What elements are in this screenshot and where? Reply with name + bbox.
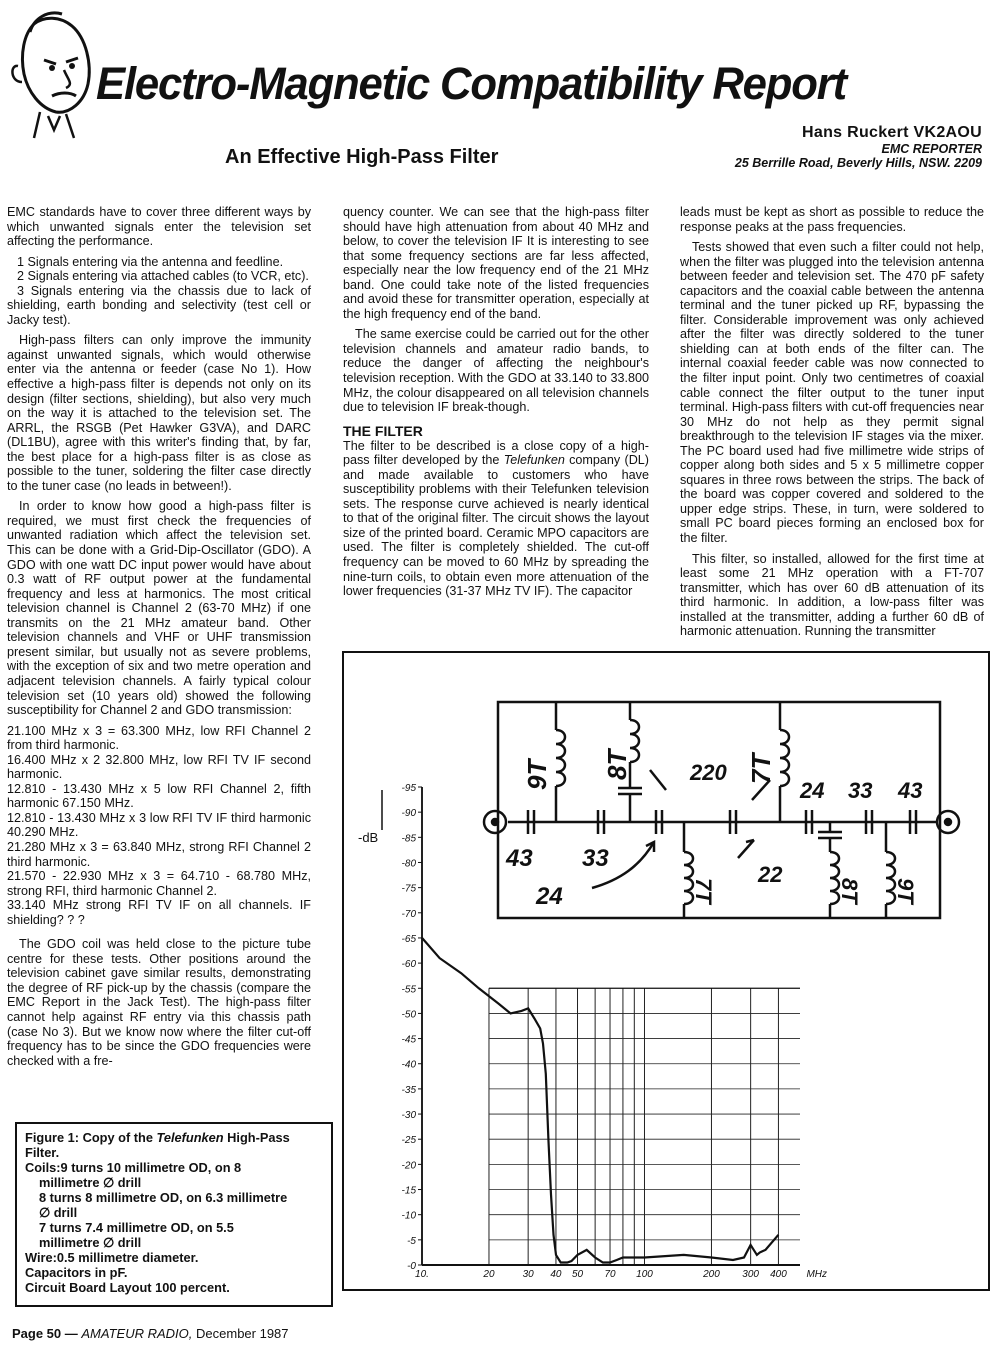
issue-date: December 1987 (196, 1326, 289, 1341)
y-tick-label: -90 (401, 808, 416, 820)
cap-label: 24 (800, 778, 825, 803)
x-tick-label: 70 (604, 1269, 616, 1280)
caption-line: millimetre ∅ drill (39, 1175, 142, 1190)
cap-label: 22 (758, 862, 783, 887)
figure-caption (15, 1122, 333, 1307)
caption-line: Coils:9 turns 10 millimetre OD, on 8 (25, 1160, 242, 1175)
caption-line: millimetre ∅ drill (39, 1235, 142, 1250)
paragraph: In order to know how good a high-pass filter is required, we must first check the frequencies of unwanted radiation which affect the television set. This can be done with a Grid-Dip-Oscillator (GDO). A GDO with one watt DC input power would have about 0.3 watt of RF output power at the fundamental frequency and less at harmonics. The most critical television channel is Channel 2 (63-70 MHz) if one transmits on the 21 MHz amateur band. Other television channels and VHF or UHF transmission present similar, but usually not as severe problems, with the exception of six and two metre operation and adjacent television channels. A fairly typical colour television set (10 years old) showed the following susceptibility for Channel 2 and GDO transmission: (7, 499, 311, 718)
cap-label: 220 (690, 760, 727, 785)
caption-line: 7 turns 7.4 millimetre OD, on 5.5 (39, 1220, 234, 1235)
db-axis-label: -dB (358, 830, 379, 845)
cap-label: 24 (536, 883, 563, 910)
coil-label: 7T (691, 878, 716, 904)
y-tick-label: -95 (401, 783, 416, 794)
x-tick-label: 300 (742, 1269, 759, 1280)
caption-title (25, 1130, 323, 1160)
list-item: 3 Signals entering via the chassis due to lack of shielding, earth bonding and selectivity (test cell or Jacky test). (7, 283, 311, 327)
y-tick-label: -70 (401, 908, 416, 920)
x-tick-label: 40 (550, 1269, 562, 1280)
paragraph: Tests showed that even such a filter could not help, when the filter was plugged into the television antenna between feeder and television set. The 470 pF safety capacitors and the coaxial cable between the antenna terminal and the tuner picked up RF, bypassing the filter. Considerable improvement was only achieved after the filter was directly soldered to the tuner shielding can at both ends of the filter can. The internal coaxial feeder cable was now connected to the filter input point. Only two centimetres of coaxial cable connect the filter output to the tuner input terminal. High-pass filters with cut-off frequencies near 30 MHz do not help as they permit signal breakthrough to the television IF stages via the mixer. The PC board used had five millimetre wide strips of copper along both sides and 5 x 5 millimetre copper squares in three rows between the strips. The back of the board was copper covered and soldered to the upper edge strips. These, in turn, were soldered to small PC board pieces forming an enclosed box for the filter. (680, 240, 984, 546)
caption-line: 8 turns 8 millimetre OD, on 6.3 millimetre (39, 1190, 288, 1205)
caption-line: ∅ drill (39, 1205, 78, 1220)
page-footer (12, 1326, 289, 1341)
y-tick-label: -0 (407, 1261, 416, 1272)
x-tick-label: 100 (636, 1269, 653, 1280)
y-tick-label: -75 (401, 883, 416, 895)
susceptibility-entry: 16.400 MHz x 2 32.800 MHz, low RFI TV IF second harmonic. (7, 752, 311, 782)
y-tick-label: -30 (401, 1110, 416, 1122)
article-column-2 (343, 205, 649, 605)
paragraph: High-pass filters can only improve the immunity against unwanted signals, which would otherwise enter via the antenna or feeder (case No 1). How effective a high-pass filter is depends not only on its design (filter sections, shielding), but also very much on the way it is attached to the television set. The ARRL, the RSGB (Pet Hawker G3VA), and DARC (DL1BU), agree with this writer's finding that, by far, the best place for a high-pass filter is as close as possible to the tuner, soldering the filter case directly to the tuner case (no leads in between!). (7, 333, 311, 493)
y-tick-label: -55 (401, 984, 416, 996)
caption-line: Capacitors in pF. (25, 1265, 128, 1280)
x-tick-label: 50 (571, 1269, 584, 1280)
x-tick-label: 20 (483, 1269, 495, 1280)
magazine-name: AMATEUR RADIO, (81, 1326, 193, 1341)
y-tick-label: -85 (401, 833, 416, 845)
paragraph: quency counter. We can see that the high-pass filter should have high attenuation from about 40 MHz and below, to cover the television IF It is interesting to see that some frequency sections are far less affected, especially near the low frequency end of the 21 MHz band. One could take note of the listed frequencies and avoid these for transmitter operation, especially at the high frequency end of the band. (343, 205, 649, 321)
coil-label: 9T (522, 759, 552, 790)
y-tick-label: -5 (407, 1235, 416, 1247)
susceptibility-entry: 12.810 - 13.430 MHz x 5 low RFI Channel 2, fifth harmonic 67.150 MHz. (7, 781, 311, 811)
page-number: Page 50 — (12, 1326, 78, 1341)
x-tick-label: 10. (415, 1269, 429, 1280)
y-tick-label: -40 (401, 1059, 416, 1071)
x-tick-label: 30 (522, 1269, 534, 1280)
x-tick-label: 200 (703, 1269, 720, 1280)
author-address: 25 Berrille Road, Beverly Hills, NSW. 2209 (734, 156, 982, 170)
cap-label: 43 (898, 778, 923, 803)
paragraph: This filter, so installed, allowed for the first time at least some 21 MHz operation with a FT-707 transmitter, which has over 60 dB attenuation of its third harmonic. In addition, a low-pass filter was installed at the transmitter, adding a further 60 dB of harmonic attenuation. Running the transmitter (680, 551, 984, 639)
susceptibility-entry: 21.280 MHz x 3 = 63.840 MHz, strong RFI Channel 2 third harmonic. (7, 839, 311, 869)
cap-label: 43 (506, 845, 533, 872)
article-column-3 (680, 205, 984, 645)
y-tick-label: -25 (401, 1135, 416, 1147)
y-tick-label: -65 (401, 933, 416, 945)
byline (735, 124, 982, 170)
y-tick-label: -20 (401, 1160, 416, 1172)
section-heading: THE FILTER (343, 422, 423, 439)
cap-label: 33 (582, 845, 609, 872)
coil-label: 8T (837, 878, 862, 904)
paragraph: The same exercise could be carried out for the other television channels and amateur radio bands, to reduce the danger of affecting the neighbour's television reception. With the GDO at 33.140 to 33.800 MHz, the colour disappeared on all television channels due to television IF break-though. (343, 327, 649, 415)
article-column-1 (7, 205, 311, 1074)
x-axis-label: MHz (806, 1269, 828, 1280)
caption-text: Figure 1: Copy of the (25, 1130, 157, 1145)
y-tick-label: -10 (401, 1210, 416, 1222)
caption-line: Wire:0.5 millimetre diameter. (25, 1250, 199, 1265)
y-tick-label: -80 (401, 858, 416, 870)
text-run: The filter to be described is a close copy of a high-pass filter developed by the (343, 438, 649, 468)
susceptibility-entry: 12.810 - 13.430 MHz x 3 low RFI TV IF third harmonic 40.290 MHz. (7, 810, 311, 840)
cap-label: 33 (848, 778, 873, 803)
paragraph: leads must be kept as short as possible to reduce the response peaks at the pass frequencies. (680, 205, 984, 234)
article-title: An Effective High-Pass Filter (225, 146, 499, 168)
coil-label: 8T (602, 749, 632, 780)
paragraph (343, 439, 649, 599)
y-tick-label: -15 (401, 1185, 416, 1197)
brand-name: Telefunken (503, 453, 565, 468)
cartoon-reporter-face-icon (4, 4, 100, 140)
y-tick-label: -60 (401, 959, 416, 971)
susceptibility-entry: 21.100 MHz x 3 = 63.300 MHz, low RFI Channel 2 from third harmonic. (7, 723, 311, 753)
susceptibility-entry: 21.570 - 22.930 MHz x 3 = 64.710 - 68.780 MHz, strong RFI, third harmonic Channel 2. (7, 869, 311, 898)
y-tick-label: -45 (401, 1034, 416, 1046)
figure-frame (342, 651, 990, 1291)
susceptibility-entry: 33.140 MHz strong RFI TV IF on all channels. IF shielding? ? ? (7, 898, 311, 927)
paragraph: EMC standards have to cover three different ways by which unwanted signals enter the television set affecting the performance. (7, 205, 311, 249)
coil-label: 7T (746, 753, 776, 784)
y-tick-label: -35 (401, 1084, 416, 1096)
brand-name: Telefunken (156, 1130, 224, 1145)
caption-line: Circuit Board Layout 100 percent. (25, 1280, 230, 1295)
list-item: 2 Signals entering via attached cables (to VCR, etc). (17, 269, 309, 284)
list-item: 1 Signals entering via the antenna and feedline. (17, 254, 284, 269)
masthead-title: Electro-Magnetic Compatibility Report (96, 58, 846, 109)
paragraph: The GDO coil was held close to the picture tube centre for these tests. Other positions around the television cabinet gave similar results, demonstrating the degree of RF pick-up by the chassis (compare the EMC Report in the Jack Test). The high-pass filter cannot help against RF entry via this chassis path (case No 3). But we know now where the filter cut-off frequency has to be since the GDO frequencies were checked with a fre- (7, 937, 311, 1068)
author-name: Hans Ruckert VK2AOU (802, 124, 982, 141)
coil-label: 9T (893, 878, 918, 904)
x-tick-label: 400 (770, 1269, 787, 1280)
text-run: company (DL) and made available to customers who have susceptibility problems with their Telefunken television sets. The response curve achieved is nearly identical to that of the original filter. The circuit shows the layout size of the printed board. Ceramic MPO capacitors are used. The filter is completely shielded. The cut-off frequency can be moved to 60 MHz by spreading the nine-turn coils, to obtain even more attenuation of the lower frequencies (31-37 MHz TV IF). The capacitor (343, 453, 649, 599)
caption-text: High-Pass Filter. (25, 1130, 290, 1160)
author-role: EMC REPORTER (881, 142, 982, 156)
y-tick-label: -50 (401, 1009, 416, 1021)
